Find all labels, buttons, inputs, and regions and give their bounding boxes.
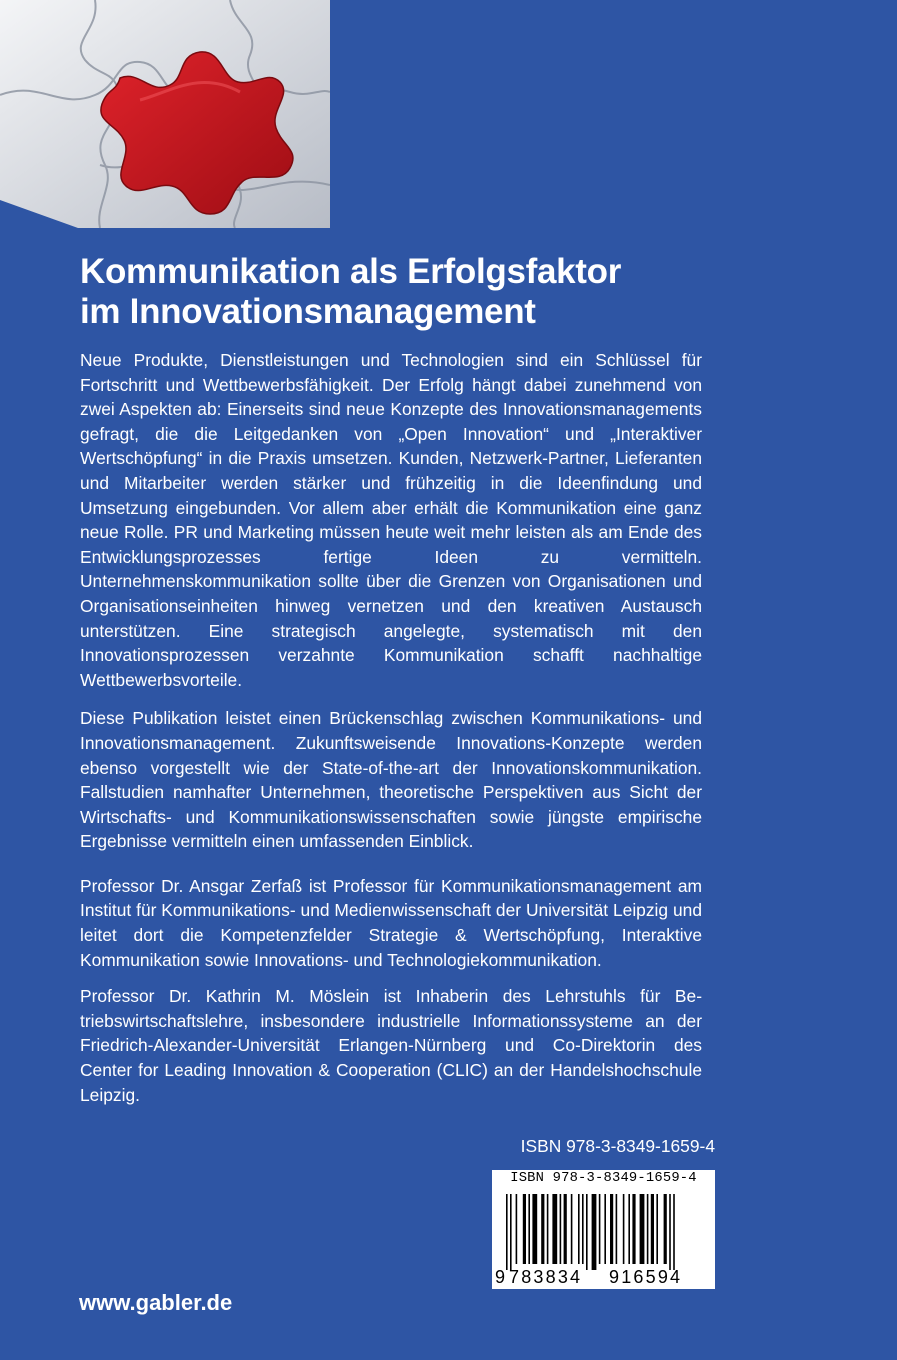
barcode-bar — [656, 1194, 658, 1264]
barcode-bar — [578, 1194, 580, 1264]
barcode-bar — [669, 1194, 671, 1270]
barcode-bar — [610, 1194, 613, 1264]
barcode-bar — [541, 1194, 544, 1264]
paragraph-publication: Diese Publikation leistet einen Brückenschlag zwischen Kommunikations- und Innovationsmanagement. Zukunftsweisende Innovations-Konzepte werden ebenso vorgestellt wie der State-of-the-art der Innovationskommunikation. Fallstudien namhafter Unternehmen, theoretische Perspektiven aus Sicht der Wirtschafts- und Kommunikationswissenschaften sowie jüngste empirische Ergebnisse vermitteln einen umfassenden Einblick. — [80, 708, 702, 852]
barcode-bar — [628, 1194, 630, 1264]
barcode-bar — [552, 1194, 557, 1264]
ean-group-1: 783834 — [509, 1267, 583, 1287]
barcode-bar — [560, 1194, 562, 1264]
ean-group-2: 916594 — [609, 1267, 683, 1287]
blurb-text — [80, 348, 702, 1121]
barcode-bar — [640, 1194, 645, 1264]
barcode-bar — [516, 1194, 518, 1264]
barcode-bar — [632, 1194, 635, 1264]
puzzle-cover-image — [0, 0, 330, 228]
barcode-bar — [673, 1194, 675, 1270]
barcode-bar — [651, 1194, 654, 1264]
paragraph-intro: Neue Produkte, Dienstleistungen und Technologien sind ein Schlüssel für Fortschritt und Wettbewerbsfähigkeit. Der Erfolg hängt dabei zunehmend von zwei Aspekten ab: Einerseits sind neue Konzepte des Innovationsmanagements gefragt, die die Leitgedanken von „Open Innovation“ und „Interaktiver Wertschöpfung“ in die Praxis umsetzen. Kunden, Netzwerk-Partner, Lieferanten und Mitarbeiter werden stärker und frühzeitig in die Ideenfindung und Umsetzung eingebunden. Vor allem aber erhält die Kommunikation eine ganz neue Rolle. PR und Marketing müssen heute weit mehr leisten als am Ende des Entwicklungsprozesses fertige Ideen zu vermitteln. Unternehmenskommunikation sollte über die Grenzen von Organisationen und Organisationseinheiten hinweg vernetzen und den kreativen Austausch unterstützen. Eine strategisch angelegte, systematisch mit den Innovationsprozessen verzahnte Kommunikation schafft nachhaltige Wettbewerbsvorteile. — [80, 350, 702, 690]
barcode-bar — [564, 1194, 567, 1264]
barcode-bar — [592, 1194, 597, 1270]
title-line-2: im Innovationsmanagement — [80, 292, 536, 331]
ean-lead-digit: 9 — [495, 1267, 506, 1287]
barcode-isbn: ISBN 978-3-8349-1659-4 — [510, 1171, 697, 1186]
barcode-bar — [647, 1194, 649, 1264]
title-line-1: Kommunikation als Erfolgsfaktor — [80, 252, 622, 291]
barcode-bar — [623, 1194, 625, 1264]
barcode-bar — [604, 1194, 606, 1264]
barcode-bar — [582, 1194, 584, 1264]
barcode — [492, 1170, 715, 1289]
barcode-bars — [492, 1190, 715, 1270]
publisher-website[interactable]: www.gabler.de — [79, 1290, 233, 1315]
author-bio-zerfass: Professor Dr. Ansgar Zerfaß ist Professor für Kommunikationsmanagement am Institut für Kommunikations- und Medienwissenschaft der Universität Leipzig und leitet dort die Kompetenzfelder Strategie & Wertschöpfung, Interaktive Kommunikation sowie Innovations- und Technologiekommunikation. — [80, 875, 702, 970]
author-bio-moeslein: Professor Dr. Kathrin M. Möslein ist Inhaberin des Lehrstuhls für Betriebswirtschaftslehre, insbesondere industrielle Informationssysteme an der Friedrich-Alexander-Universität Erlangen-Nürnberg und Co-Direktorin des Center for Leading Innovation & Cooperation (CLIC) an der Handelshochschule Leipzig. — [80, 986, 702, 1105]
barcode-bar — [532, 1194, 537, 1264]
barcode-bar — [547, 1194, 549, 1264]
isbn-label: ISBN 978-3-8349-1659-4 — [520, 1136, 715, 1156]
barcode-bar — [586, 1194, 588, 1270]
barcode-bar — [664, 1194, 667, 1264]
barcode-bar — [616, 1194, 618, 1264]
barcode-bar — [599, 1194, 601, 1264]
barcode-bar — [528, 1194, 530, 1264]
barcode-bar — [571, 1194, 573, 1264]
barcode-bar — [523, 1194, 526, 1264]
barcode-bar — [510, 1194, 512, 1270]
barcode-bar — [506, 1194, 508, 1270]
page-title — [80, 252, 820, 332]
